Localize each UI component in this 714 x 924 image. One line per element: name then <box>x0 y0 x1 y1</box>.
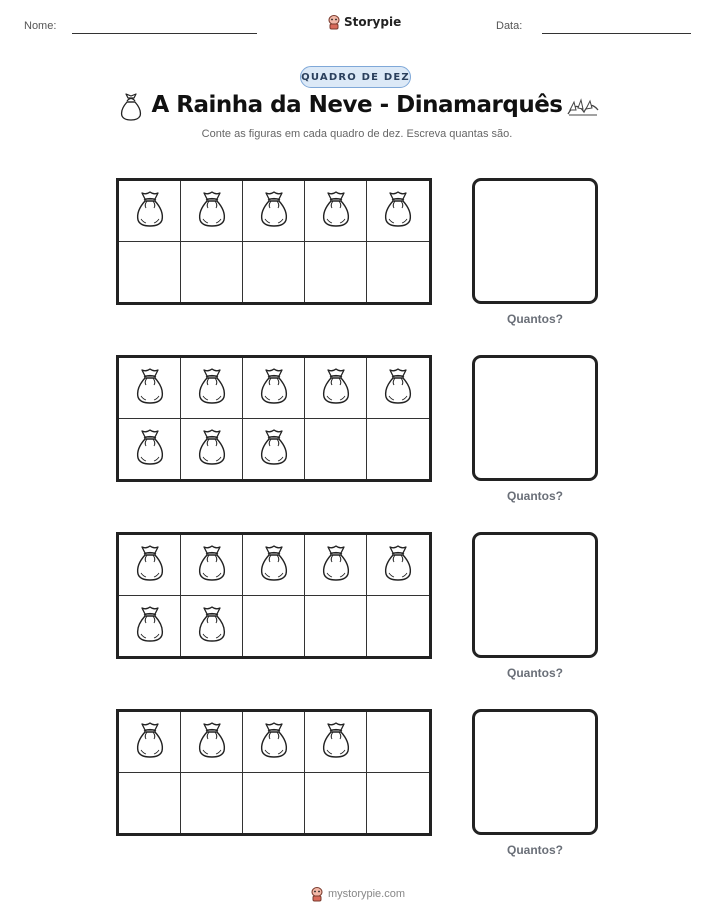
storypie-logo-icon <box>327 14 341 30</box>
answer-box[interactable] <box>472 178 598 304</box>
ten-frame-cell <box>367 419 429 480</box>
date-line[interactable] <box>542 33 691 34</box>
money-bag-icon <box>133 366 167 410</box>
ten-frame <box>116 709 432 836</box>
ten-frame-cell <box>181 358 243 419</box>
ten-frame <box>116 178 432 305</box>
money-bag-icon <box>381 366 415 410</box>
ten-frame-cell <box>119 773 181 834</box>
ten-frame-cell <box>119 535 181 596</box>
money-bag-icon <box>319 543 353 587</box>
brand-name: Storypie <box>344 15 402 29</box>
ten-frame-cell <box>367 712 429 773</box>
money-bag-icon <box>133 604 167 648</box>
money-bag-icon <box>319 366 353 410</box>
ten-frame-cell <box>243 596 305 657</box>
money-bag-icon <box>195 543 229 587</box>
money-bag-icon <box>257 720 291 764</box>
ten-frame-cell <box>119 712 181 773</box>
answer-box[interactable] <box>472 709 598 835</box>
ten-frame-cell <box>367 358 429 419</box>
money-bag-icon <box>195 189 229 233</box>
ten-frame <box>116 532 432 659</box>
money-bag-icon <box>133 720 167 764</box>
brand <box>327 14 401 30</box>
ten-frame-cell <box>181 773 243 834</box>
ten-frame-cell <box>119 181 181 242</box>
answer-label: Quantos? <box>507 843 563 857</box>
answer-label: Quantos? <box>507 312 563 326</box>
ten-frame-cell <box>119 596 181 657</box>
ten-frame-cell <box>305 712 367 773</box>
ten-frame-cell <box>243 773 305 834</box>
ten-frame-cell <box>305 773 367 834</box>
money-bag-icon <box>195 427 229 471</box>
ten-frame-cell <box>243 181 305 242</box>
ten-frame-cell <box>243 242 305 303</box>
ten-frame-cell <box>181 712 243 773</box>
ten-frame-cell <box>181 596 243 657</box>
ten-frame-cell <box>119 242 181 303</box>
ten-frame-cell <box>243 419 305 480</box>
ten-frame-cell <box>119 358 181 419</box>
ten-frame-cell <box>181 181 243 242</box>
footer <box>310 886 405 902</box>
money-bag-icon <box>257 189 291 233</box>
answer-label: Quantos? <box>507 489 563 503</box>
ten-frame-cell <box>243 535 305 596</box>
page-title: A Rainha da Neve - Dinamarquês <box>151 92 563 118</box>
answer-box[interactable] <box>472 355 598 481</box>
date-label: Data: <box>496 20 523 32</box>
ten-frame-cell <box>305 358 367 419</box>
ten-frame-cell <box>305 181 367 242</box>
money-bag-icon <box>381 543 415 587</box>
leaves-decoration-icon <box>566 96 600 118</box>
ten-frame-cell <box>181 535 243 596</box>
ten-frame-cell <box>119 419 181 480</box>
money-bag-icon <box>195 366 229 410</box>
answer-box[interactable] <box>472 532 598 658</box>
ten-frame-cell <box>181 419 243 480</box>
ten-frame-cell <box>367 242 429 303</box>
ten-frame-cell <box>367 773 429 834</box>
ten-frame-cell <box>367 181 429 242</box>
money-bag-icon <box>133 427 167 471</box>
ten-frame <box>116 355 432 482</box>
ten-frame-cell <box>181 242 243 303</box>
money-bag-icon <box>381 189 415 233</box>
ten-frame-cell <box>367 535 429 596</box>
money-bag-icon <box>195 720 229 764</box>
worksheet-type-badge: QUADRO DE DEZ <box>300 66 411 88</box>
name-line[interactable] <box>72 33 257 34</box>
ten-frame-cell <box>305 242 367 303</box>
ten-frame-cell <box>305 596 367 657</box>
money-bag-icon <box>319 189 353 233</box>
footer-url[interactable]: mystorypie.com <box>328 888 406 900</box>
ten-frame-cell <box>367 596 429 657</box>
money-bag-icon <box>319 720 353 764</box>
money-bag-icon <box>133 189 167 233</box>
ten-frame-cell <box>243 712 305 773</box>
money-bag-icon <box>195 604 229 648</box>
ten-frame-cell <box>305 535 367 596</box>
storypie-logo-icon <box>310 886 324 902</box>
ten-frame-cell <box>305 419 367 480</box>
money-bag-icon <box>133 543 167 587</box>
answer-label: Quantos? <box>507 666 563 680</box>
money-bag-icon <box>257 366 291 410</box>
money-bag-icon <box>257 543 291 587</box>
name-label: Nome: <box>24 20 57 32</box>
ten-frame-cell <box>243 358 305 419</box>
money-bag-icon <box>257 427 291 471</box>
instructions: Conte as figuras em cada quadro de dez. Escreva quantas são. <box>201 128 513 140</box>
